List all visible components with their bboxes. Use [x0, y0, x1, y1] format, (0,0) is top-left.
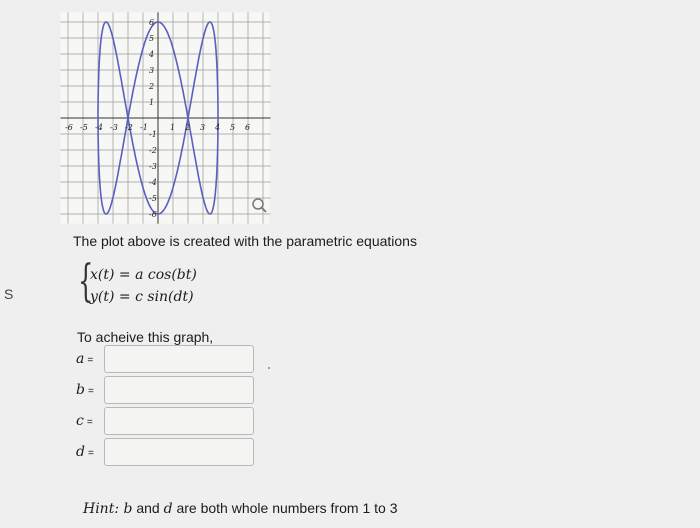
stray-dot: [268, 367, 270, 369]
b-input[interactable]: [104, 376, 254, 404]
x-tick-label: -1: [140, 123, 148, 132]
hint-text: [83, 500, 397, 517]
x-tick-label: 5: [230, 123, 236, 132]
hint-prefix: Hint:: [83, 501, 124, 517]
x-tick-label: 1: [170, 123, 176, 132]
parametric-graph: [65, 8, 275, 219]
hint-var-d: d: [163, 501, 173, 517]
x-tick-label: 2: [185, 123, 191, 132]
y-tick-label: 1: [149, 98, 155, 107]
y-tick-label: -2: [149, 146, 157, 155]
y-tick-label: -5: [149, 194, 157, 203]
y-tick-label: -4: [149, 178, 157, 187]
hint-var-b: b: [123, 501, 133, 517]
field-label-d: d =: [76, 444, 94, 460]
d-input[interactable]: [104, 438, 254, 466]
hint-mid: and: [132, 500, 164, 516]
x-tick-label: -2: [125, 123, 133, 132]
hint-suffix: are both whole numbers from 1 to 3: [172, 500, 398, 516]
field-label-b: b =: [76, 382, 94, 398]
y-tick-label: -3: [149, 162, 157, 171]
y-tick-label: 2: [149, 82, 155, 91]
field-label-a: a =: [76, 351, 94, 367]
x-tick-label: -5: [80, 123, 88, 132]
y-tick-label: 5: [149, 34, 155, 43]
side-letter: S: [4, 286, 14, 302]
y-tick-label: 6: [149, 18, 155, 27]
y-tick-label: 3: [149, 66, 155, 75]
a-input[interactable]: [104, 345, 254, 373]
graph-canvas: [65, 8, 275, 219]
x-tick-label: -6: [65, 123, 73, 132]
y-tick-label: -6: [149, 210, 157, 219]
equation-system: [78, 256, 238, 313]
x-tick-label: 6: [245, 123, 251, 132]
equation-y: y(t) = c sin(dt): [90, 289, 194, 305]
lead-text: To acheive this graph,: [77, 329, 214, 345]
x-tick-label: 4: [215, 123, 221, 132]
intro-text: The plot above is created with the parametric equations: [73, 233, 417, 249]
x-tick-label: -4: [95, 123, 103, 132]
equation-x: x(t) = a cos(bt): [90, 267, 197, 283]
c-input[interactable]: [104, 407, 254, 435]
magnifier-icon[interactable]: [250, 196, 270, 216]
y-tick-label: -1: [149, 130, 157, 139]
y-tick-label: 4: [149, 50, 155, 59]
brace-symbol: {: [78, 256, 94, 307]
x-tick-label: -3: [110, 123, 118, 132]
field-label-c: c =: [76, 413, 93, 429]
x-tick-label: 3: [200, 123, 206, 132]
